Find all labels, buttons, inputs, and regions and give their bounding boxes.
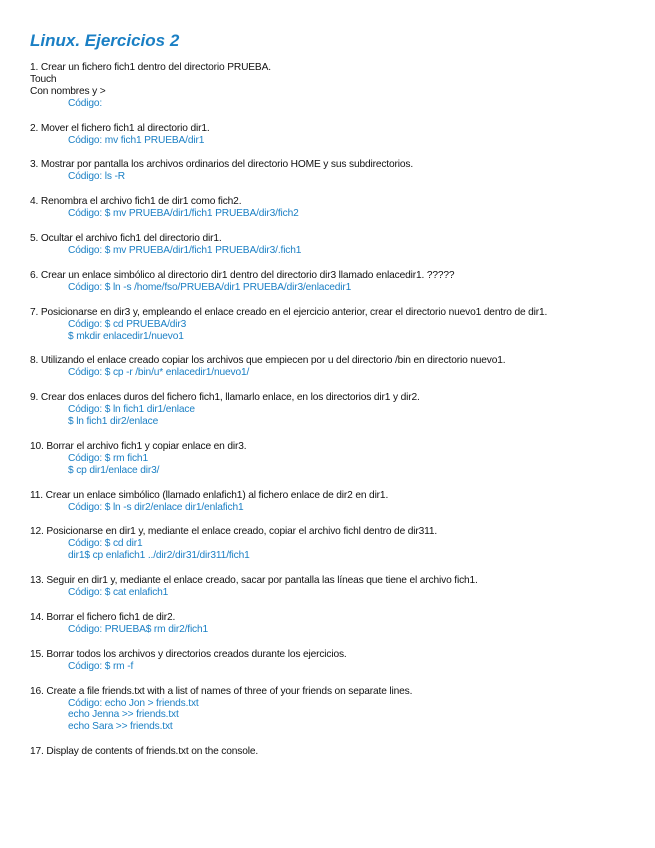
exercise-statement: 10. Borrar el archivo fich1 y copiar enlace en dir3. <box>30 440 247 452</box>
exercise-code: Código: $ ln -s dir2/enlace dir1/enlafich1 <box>68 501 244 513</box>
exercise-code: Código: ls -R <box>68 171 125 183</box>
exercise-item <box>30 196 630 220</box>
exercise-statement: 1. Crear un fichero fich1 dentro del directorio PRUEBA. <box>30 62 271 73</box>
exercise-item <box>30 441 630 477</box>
exercise-code: Código: PRUEBA$ rm dir2/fich1 <box>68 623 209 635</box>
exercise-code: Código: $ rm -f <box>68 660 134 672</box>
exercise-item <box>30 612 630 636</box>
exercise-item <box>30 355 630 379</box>
exercise-statement: 5. Ocultar el archivo fich1 del directorio dir1. <box>30 233 222 245</box>
exercise-item <box>30 490 630 514</box>
exercise-note: Touch <box>30 73 57 85</box>
exercise-code: Código: $ mv PRUEBA/dir1/fich1 PRUEBA/dir3/.fich1 <box>68 244 302 256</box>
page-title: Linux. Ejercicios 2 <box>30 31 180 50</box>
exercise-code: Código: $ ln fich1 dir1/enlace <box>68 404 195 416</box>
exercise-code: echo Jenna >> friends.txt <box>68 709 179 721</box>
exercise-code: Código: $ cat enlafich1 <box>68 587 169 599</box>
exercise-item <box>30 159 630 183</box>
exercise-statement: 4. Renombra el archivo fich1 de dir1 como fich2. <box>30 196 242 208</box>
exercise-statement: 11. Crear un enlace simbólico (llamado enlafich1) al fichero enlace de dir2 en dir1. <box>30 489 389 501</box>
exercise-statement: 2. Mover el fichero fich1 al directorio dir1. <box>30 122 210 134</box>
exercise-code: Código: <box>68 97 103 109</box>
exercise-code: echo Sara >> friends.txt <box>68 721 173 733</box>
exercise-note: Con nombres y > <box>30 85 106 97</box>
exercise-item <box>30 62 630 110</box>
exercise-statement: 3. Mostrar por pantalla los archivos ordinarios del directorio HOME y sus subdirectorios. <box>30 159 413 171</box>
exercise-statement: 7. Posicionarse en dir3 y, empleando el enlace creado en el ejercicio anterior, crear el directorio nuevo1 dentro de dir1. <box>30 306 548 318</box>
exercise-code: $ cp dir1/enlace dir3/ <box>68 464 160 476</box>
exercise-item <box>30 392 630 428</box>
exercise-code: Código: $ cd dir1 <box>68 538 143 550</box>
exercise-code: Código: echo Jon > friends.txt <box>68 697 199 709</box>
exercise-statement: 9. Crear dos enlaces duros del fichero fich1, llamarlo enlace, en los directorios dir1 y dir2. <box>30 392 420 404</box>
exercise-item <box>30 686 630 734</box>
exercise-code: Código: $ cd PRUEBA/dir3 <box>68 318 187 330</box>
exercise-code: Código: $ cp -r /bin/u* enlacedir1/nuevo1/ <box>68 367 250 379</box>
exercise-item <box>30 123 630 147</box>
exercise-statement: 16. Create a file friends.txt with a list of names of three of your friends on separate lines. <box>30 685 413 697</box>
exercise-code: Código: $ rm fich1 <box>68 452 148 464</box>
exercise-statement: 12. Posicionarse en dir1 y, mediante el enlace creado, copiar el archivo fichl dentro de dir311. <box>30 526 438 538</box>
exercise-statement: 6. Crear un enlace simbólico al directorio dir1 dentro del directorio dir3 llamado enlacedir1. ????? <box>30 269 455 281</box>
exercise-item <box>30 526 630 562</box>
exercise-code: dir1$ cp enlafich1 ../dir2/dir31/dir311/fich1 <box>68 550 250 562</box>
exercise-item <box>30 575 630 599</box>
exercise-item <box>30 746 630 758</box>
exercise-code: Código: $ mv PRUEBA/dir1/fich1 PRUEBA/dir3/fich2 <box>68 208 299 220</box>
exercise-statement: 14. Borrar el fichero fich1 de dir2. <box>30 612 176 623</box>
exercise-statement: 13. Seguir en dir1 y, mediante el enlace creado, sacar por pantalla las líneas que tiene el archivo fich1. <box>30 575 478 587</box>
exercise-item <box>30 233 630 257</box>
exercise-code: $ ln fich1 dir2/enlace <box>68 416 159 428</box>
exercise-item <box>30 307 630 343</box>
exercise-code: Código: $ ln -s /home/fso/PRUEBA/dir1 PRUEBA/dir3/enlacedir1 <box>68 281 352 293</box>
exercise-statement: 8. Utilizando el enlace creado copiar los archivos que empiecen por u del directorio /bin en directorio nuevo1. <box>30 355 506 367</box>
exercise-statement: 15. Borrar todos los archivos y directorios creados durante los ejercicios. <box>30 648 347 660</box>
exercise-list <box>30 62 630 771</box>
exercise-statement: 17. Display de contents of friends.txt on the console. <box>30 746 259 758</box>
exercise-code: $ mkdir enlacedir1/nuevo1 <box>68 330 184 342</box>
exercise-code: Código: mv fich1 PRUEBA/dir1 <box>68 134 205 146</box>
exercise-item <box>30 270 630 294</box>
exercise-item <box>30 649 630 673</box>
